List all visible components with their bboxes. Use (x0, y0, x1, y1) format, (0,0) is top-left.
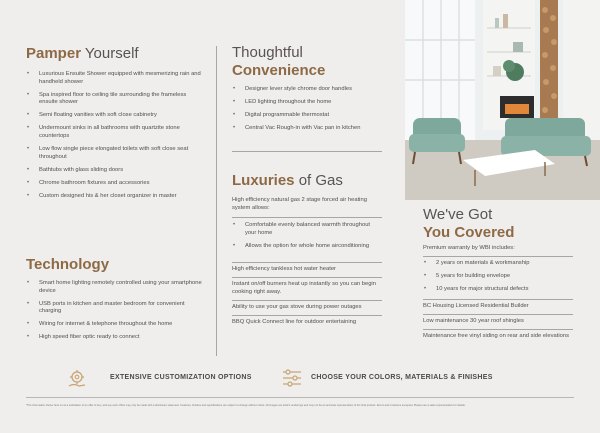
disclaimer-text: *The information shown here is not a solicitation of an offer to buy, and any such offers may only be made with a disclosure statement. Features, finishes and specifications are subject to change without notice. All images are artist's renderings and may not be an accurate representation of the final product. Errors and omissions excepted. Please see a sales representative for details. (26, 404, 466, 407)
covered-title-light: We've Got (423, 206, 493, 223)
footer-divider (26, 397, 574, 398)
section-divider (423, 329, 573, 330)
list-item: • Undermount sinks in all bathrooms with quartzite stone countertops (26, 125, 206, 140)
list-item: • Central Vac Rough-in with Vac pan in kitchen (232, 125, 397, 133)
gas-line: High efficiency tankless hot water heater (232, 266, 336, 272)
pamper-title-light: Yourself (81, 45, 139, 62)
living-room-illustration (405, 0, 600, 200)
covered-line: Low maintenance 30 year roof shingles (423, 318, 524, 324)
list-item: • Smart home lighting remotely controlled using your smartphone device (26, 280, 206, 295)
footer-band (0, 364, 600, 392)
gas-title-bold: Luxuries (232, 172, 295, 189)
covered-sub-list (423, 260, 588, 299)
section-divider (423, 256, 573, 257)
sliders-icon (282, 369, 302, 387)
covered-intro: Premium warranty by WBI includes: (423, 245, 515, 251)
customization-label: EXTENSIVE CUSTOMIZATION OPTIONS (110, 374, 252, 381)
list-item: • Luxurious Ensuite Shower equipped with mesmerizing rain and handheld shower (26, 71, 206, 86)
list-item: • Bathtubs with glass sliding doors (26, 167, 206, 175)
gear-hand-icon (66, 368, 88, 390)
list-item: • 5 years for building envelope (423, 273, 588, 281)
list-item: • Allows the option for whole home airconditioning (232, 243, 382, 251)
list-item: • Custom designed his & her closet organizer in master (26, 193, 206, 201)
gas-title-light: of Gas (294, 172, 343, 189)
list-item: • Low flow single piece elongated toilets with soft close seat throughout (26, 146, 206, 161)
list-item: • LED lighting throughout the home (232, 99, 397, 107)
gas-line: Ability to use your gas stove during power outages (232, 304, 362, 310)
list-item: • Designer lever style chrome door handles (232, 86, 397, 94)
covered-title-bold: You Covered (423, 224, 515, 241)
covered-heading (423, 206, 593, 242)
section-divider (232, 217, 382, 218)
section-divider (423, 299, 573, 300)
pamper-heading (26, 45, 206, 63)
list-item: • Chrome bathroom fixtures and accessories (26, 180, 206, 188)
pamper-title-bold: Pamper (26, 45, 82, 62)
gas-sub-list (232, 222, 382, 256)
convenience-title-light: Thoughtful (232, 44, 303, 61)
technology-list (26, 280, 206, 348)
section-divider (423, 314, 573, 315)
covered-line: Maintenance free vinyl siding on rear and side elevations (423, 333, 569, 339)
convenience-title-bold: Convenience (232, 62, 326, 79)
list-item: • High speed fiber optic ready to connect (26, 334, 206, 342)
list-item: • Spa inspired floor to ceiling tile surrounding the frameless ensuite shower (26, 92, 206, 107)
pamper-list (26, 71, 206, 206)
section-divider (232, 300, 382, 301)
section-divider (232, 262, 382, 263)
list-item: • Comfortable evenly balanced warmth throughout your home (232, 222, 382, 237)
section-divider (232, 277, 382, 278)
technology-heading: Technology (26, 256, 110, 273)
gas-intro: High efficiency natural gas 2 stage forced air heating system allows: (232, 197, 367, 211)
list-item: • Digital programmable thermostat (232, 112, 397, 120)
convenience-heading (232, 44, 402, 80)
living-room-photo (405, 0, 600, 200)
section-divider (232, 151, 382, 152)
list-item: • Wiring for internet & telephone throughout the home (26, 321, 206, 329)
gas-heading (232, 172, 402, 190)
column-divider (216, 46, 217, 356)
covered-line: BC Housing Licensed Residential Builder (423, 303, 529, 309)
gas-line: Instant on/off burners heat up instantly so you can begin cooking right away. (232, 281, 376, 295)
list-item: • 10 years for major structural defects (423, 286, 588, 294)
choose-label: CHOOSE YOUR COLORS, MATERIALS & FINISHES (311, 374, 493, 381)
list-item: • 2 years on materials & workmanship (423, 260, 588, 268)
section-divider (232, 315, 382, 316)
gas-line: BBQ Quick Connect line for outdoor entertaining (232, 319, 357, 325)
list-item: • USB ports in kitchen and master bedroom for convenient charging (26, 301, 206, 316)
list-item: • Semi floating vanities with soft close cabinetry (26, 112, 206, 120)
convenience-list (232, 86, 397, 138)
